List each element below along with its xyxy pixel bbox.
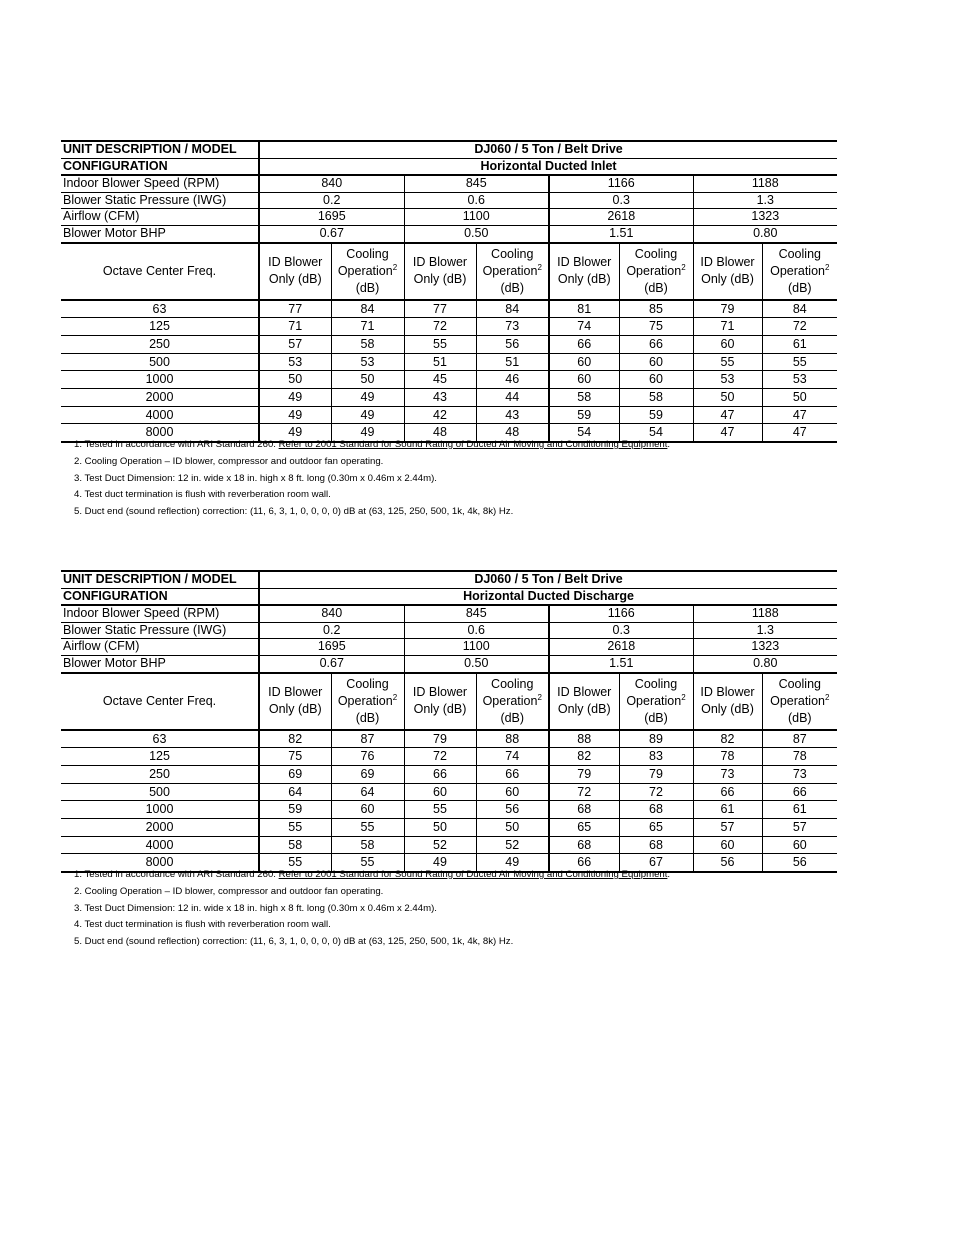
table-row bbox=[61, 300, 837, 318]
sound-level-value: 55 bbox=[259, 819, 331, 837]
airflow-row bbox=[61, 209, 837, 226]
sound-level-value: 79 bbox=[619, 765, 693, 783]
sound-level-value: 49 bbox=[259, 424, 331, 442]
note-2: 2. Cooling Operation – ID blower, compressor and outdoor fan operating. bbox=[74, 885, 384, 897]
sound-level-value: 43 bbox=[476, 406, 549, 424]
sound-level-value: 82 bbox=[693, 730, 762, 748]
sound-level-value: 61 bbox=[762, 801, 837, 819]
sound-level-value: 59 bbox=[259, 801, 331, 819]
blower-speed-value: 1166 bbox=[549, 175, 693, 192]
cooling-operation-header bbox=[762, 243, 837, 300]
model-row bbox=[61, 141, 837, 158]
sound-level-value: 49 bbox=[404, 854, 476, 872]
row-label-configuration: CONFIGURATION bbox=[61, 588, 259, 605]
sound-level-value: 47 bbox=[693, 406, 762, 424]
cooling-header-unit: (dB) bbox=[644, 710, 668, 725]
id-blower-header: ID Blower Only (dB) bbox=[693, 673, 762, 730]
sound-level-value: 56 bbox=[762, 854, 837, 872]
sound-level-value: 66 bbox=[762, 783, 837, 801]
row-label-airflow: Airflow (CFM) bbox=[61, 209, 259, 226]
sound-level-value: 68 bbox=[549, 801, 619, 819]
configuration-row bbox=[61, 588, 837, 605]
sound-level-value: 68 bbox=[619, 836, 693, 854]
sound-level-value: 60 bbox=[549, 353, 619, 371]
standard-reference: Refer to 2001 Standard for Sound Rating of Ducted Air Moving and Conditioning Equipment bbox=[278, 439, 668, 450]
sound-level-value: 58 bbox=[331, 836, 404, 854]
sound-level-value: 49 bbox=[331, 406, 404, 424]
column-header-row bbox=[61, 673, 837, 730]
cooling-header-text: Cooling Operation bbox=[337, 676, 393, 708]
blower-speed-row bbox=[61, 175, 837, 192]
sound-level-value: 43 bbox=[404, 389, 476, 407]
sound-level-value: 57 bbox=[762, 819, 837, 837]
note-5: 5. Duct end (sound reflection) correction: (11, 6, 3, 1, 0, 0, 0, 0) dB at (63, 125, 250, 500, 1k, 4k, 8k) Hz. bbox=[74, 936, 514, 948]
sound-level-value: 58 bbox=[331, 335, 404, 353]
octave-frequency: 250 bbox=[61, 765, 259, 783]
blower-speed-value: 845 bbox=[404, 605, 549, 622]
id-blower-header: ID Blower Only (dB) bbox=[549, 243, 619, 300]
sound-level-value: 57 bbox=[259, 335, 331, 353]
cooling-header-text: Cooling Operation bbox=[626, 676, 682, 708]
motor-bhp-value: 1.51 bbox=[549, 655, 693, 672]
sound-level-value: 84 bbox=[476, 300, 549, 318]
column-header-row bbox=[61, 243, 837, 300]
sound-level-value: 58 bbox=[619, 389, 693, 407]
motor-bhp-value: 1.51 bbox=[549, 225, 693, 242]
sound-level-value: 49 bbox=[476, 854, 549, 872]
cooling-header-text: Cooling Operation bbox=[482, 246, 538, 278]
airflow-value: 1695 bbox=[259, 209, 404, 226]
sound-level-value: 66 bbox=[476, 765, 549, 783]
sound-level-value: 60 bbox=[619, 353, 693, 371]
sound-level-value: 60 bbox=[693, 335, 762, 353]
cooling-operation-header bbox=[331, 243, 404, 300]
sound-table-discharge bbox=[61, 570, 837, 873]
airflow-value: 1323 bbox=[693, 209, 837, 226]
sound-level-value: 53 bbox=[693, 371, 762, 389]
note-3: 3. Test Duct Dimension: 12 in. wide x 18 in. high x 8 ft. long (0.30m x 0.46m x 2.44m). bbox=[74, 472, 437, 484]
sound-level-value: 73 bbox=[762, 765, 837, 783]
sound-level-value: 47 bbox=[762, 406, 837, 424]
sound-level-value: 42 bbox=[404, 406, 476, 424]
sound-level-value: 69 bbox=[259, 765, 331, 783]
octave-frequency: 125 bbox=[61, 748, 259, 766]
sound-table-inlet bbox=[61, 140, 837, 443]
sound-level-value: 74 bbox=[476, 748, 549, 766]
sound-level-value: 64 bbox=[259, 783, 331, 801]
sound-level-value: 71 bbox=[693, 318, 762, 336]
sound-level-value: 45 bbox=[404, 371, 476, 389]
model-value: DJ060 / 5 Ton / Belt Drive bbox=[259, 571, 837, 588]
sound-level-value: 64 bbox=[331, 783, 404, 801]
sound-level-value: 68 bbox=[619, 801, 693, 819]
sound-level-value: 72 bbox=[404, 748, 476, 766]
cooling-header-unit: (dB) bbox=[500, 710, 525, 725]
configuration-value: Horizontal Ducted Discharge bbox=[259, 588, 837, 605]
motor-bhp-row bbox=[61, 655, 837, 672]
motor-bhp-value: 0.80 bbox=[693, 655, 837, 672]
cooling-header-text: Cooling Operation bbox=[337, 246, 393, 278]
table-row bbox=[61, 765, 837, 783]
cooling-operation-header bbox=[331, 673, 404, 730]
sound-level-value: 74 bbox=[549, 318, 619, 336]
sound-level-value: 50 bbox=[693, 389, 762, 407]
blower-speed-value: 840 bbox=[259, 605, 404, 622]
sound-level-value: 50 bbox=[404, 819, 476, 837]
sound-level-value: 82 bbox=[549, 748, 619, 766]
octave-frequency: 63 bbox=[61, 300, 259, 318]
sound-level-value: 60 bbox=[476, 783, 549, 801]
sound-level-value: 56 bbox=[476, 335, 549, 353]
sound-level-value: 72 bbox=[549, 783, 619, 801]
sound-level-value: 66 bbox=[404, 765, 476, 783]
sound-level-value: 84 bbox=[331, 300, 404, 318]
sound-level-value: 75 bbox=[259, 748, 331, 766]
sound-level-value: 65 bbox=[549, 819, 619, 837]
octave-frequency: 500 bbox=[61, 783, 259, 801]
note-1-text: 1. Tested in accordance with ARI Standard 260. bbox=[74, 439, 279, 450]
sound-level-value: 84 bbox=[762, 300, 837, 318]
table-row bbox=[61, 730, 837, 748]
sound-level-value: 78 bbox=[762, 748, 837, 766]
sound-level-value: 55 bbox=[331, 854, 404, 872]
table-row bbox=[61, 819, 837, 837]
octave-frequency: 8000 bbox=[61, 854, 259, 872]
octave-frequency: 4000 bbox=[61, 406, 259, 424]
sound-level-value: 81 bbox=[549, 300, 619, 318]
octave-frequency: 1000 bbox=[61, 801, 259, 819]
id-blower-header: ID Blower Only (dB) bbox=[549, 673, 619, 730]
cooling-header-unit: (dB) bbox=[355, 710, 380, 725]
sound-level-value: 48 bbox=[476, 424, 549, 442]
table-row bbox=[61, 371, 837, 389]
sound-level-value: 72 bbox=[619, 783, 693, 801]
sound-level-value: 53 bbox=[331, 353, 404, 371]
row-label-static-pressure: Blower Static Pressure (IWG) bbox=[61, 192, 259, 209]
blower-speed-value: 840 bbox=[259, 175, 404, 192]
sound-level-value: 58 bbox=[259, 836, 331, 854]
footnote-marker: 2 bbox=[681, 692, 686, 702]
blower-speed-value: 1166 bbox=[549, 605, 693, 622]
sound-level-value: 89 bbox=[619, 730, 693, 748]
sound-level-value: 73 bbox=[693, 765, 762, 783]
sound-level-value: 53 bbox=[762, 371, 837, 389]
note-1 bbox=[74, 867, 670, 884]
sound-level-value: 79 bbox=[404, 730, 476, 748]
cooling-header-text: Cooling Operation bbox=[626, 246, 682, 278]
blower-speed-row bbox=[61, 605, 837, 622]
static-pressure-value: 0.6 bbox=[404, 622, 549, 639]
sound-level-value: 60 bbox=[762, 836, 837, 854]
sound-level-value: 56 bbox=[476, 801, 549, 819]
octave-frequency: 4000 bbox=[61, 836, 259, 854]
sound-level-value: 71 bbox=[331, 318, 404, 336]
airflow-value: 1695 bbox=[259, 639, 404, 656]
sound-level-value: 77 bbox=[404, 300, 476, 318]
sound-level-value: 54 bbox=[549, 424, 619, 442]
table-row bbox=[61, 801, 837, 819]
sound-level-value: 50 bbox=[476, 819, 549, 837]
airflow-value: 2618 bbox=[549, 639, 693, 656]
cooling-header-unit: (dB) bbox=[644, 280, 668, 295]
static-pressure-value: 1.3 bbox=[693, 622, 837, 639]
footnote-marker: 2 bbox=[825, 692, 830, 702]
row-label-motor-bhp: Blower Motor BHP bbox=[61, 225, 259, 242]
sound-level-value: 61 bbox=[762, 335, 837, 353]
sound-level-value: 66 bbox=[549, 335, 619, 353]
motor-bhp-value: 0.50 bbox=[404, 655, 549, 672]
sound-level-value: 53 bbox=[259, 353, 331, 371]
blower-speed-value: 845 bbox=[404, 175, 549, 192]
note-2: 2. Cooling Operation – ID blower, compressor and outdoor fan operating. bbox=[74, 455, 384, 467]
sound-level-value: 71 bbox=[259, 318, 331, 336]
octave-frequency: 2000 bbox=[61, 389, 259, 407]
footnote-marker: 2 bbox=[392, 692, 398, 702]
sound-level-value: 83 bbox=[619, 748, 693, 766]
sound-level-value: 59 bbox=[619, 406, 693, 424]
table-row bbox=[61, 335, 837, 353]
row-label-static-pressure: Blower Static Pressure (IWG) bbox=[61, 622, 259, 639]
sound-level-value: 68 bbox=[549, 836, 619, 854]
sound-level-value: 49 bbox=[259, 406, 331, 424]
note-5: 5. Duct end (sound reflection) correction: (11, 6, 3, 1, 0, 0, 0, 0) dB at (63, 125, 250, 500, 1k, 4k, 8k) Hz. bbox=[74, 506, 514, 518]
sound-level-value: 47 bbox=[693, 424, 762, 442]
footnote-marker: 2 bbox=[392, 262, 398, 272]
sound-level-value: 66 bbox=[693, 783, 762, 801]
sound-level-value: 60 bbox=[404, 783, 476, 801]
id-blower-header: ID Blower Only (dB) bbox=[259, 243, 331, 300]
sound-level-value: 67 bbox=[619, 854, 693, 872]
airflow-value: 1100 bbox=[404, 209, 549, 226]
sound-level-value: 55 bbox=[762, 353, 837, 371]
sound-level-value: 55 bbox=[404, 801, 476, 819]
motor-bhp-value: 0.67 bbox=[259, 225, 404, 242]
airflow-value: 2618 bbox=[549, 209, 693, 226]
sound-level-value: 66 bbox=[619, 335, 693, 353]
table-row bbox=[61, 318, 837, 336]
configuration-row bbox=[61, 158, 837, 175]
sound-level-value: 75 bbox=[619, 318, 693, 336]
octave-frequency: 2000 bbox=[61, 819, 259, 837]
sound-level-value: 73 bbox=[476, 318, 549, 336]
octave-frequency: 125 bbox=[61, 318, 259, 336]
static-pressure-row bbox=[61, 192, 837, 209]
motor-bhp-value: 0.50 bbox=[404, 225, 549, 242]
cooling-operation-header bbox=[762, 673, 837, 730]
note-3: 3. Test Duct Dimension: 12 in. wide x 18 in. high x 8 ft. long (0.30m x 0.46m x 2.44m). bbox=[74, 902, 437, 914]
sound-level-value: 72 bbox=[762, 318, 837, 336]
static-pressure-value: 0.2 bbox=[259, 192, 404, 209]
footnote-marker: 2 bbox=[681, 262, 686, 272]
sound-level-value: 87 bbox=[331, 730, 404, 748]
notes-inlet bbox=[74, 437, 670, 521]
airflow-value: 1100 bbox=[404, 639, 549, 656]
static-pressure-value: 0.2 bbox=[259, 622, 404, 639]
sound-level-value: 50 bbox=[762, 389, 837, 407]
cooling-header-unit: (dB) bbox=[787, 710, 812, 725]
row-label-model: UNIT DESCRIPTION / MODEL bbox=[61, 141, 259, 158]
sound-level-value: 55 bbox=[331, 819, 404, 837]
static-pressure-value: 0.3 bbox=[549, 622, 693, 639]
sound-level-value: 60 bbox=[331, 801, 404, 819]
standard-reference: Refer to 2001 Standard for Sound Rating of Ducted Air Moving and Conditioning Equipment bbox=[278, 869, 668, 880]
sound-level-value: 76 bbox=[331, 748, 404, 766]
table-row bbox=[61, 389, 837, 407]
static-pressure-row bbox=[61, 622, 837, 639]
static-pressure-value: 1.3 bbox=[693, 192, 837, 209]
sound-level-value: 85 bbox=[619, 300, 693, 318]
sound-level-value: 79 bbox=[549, 765, 619, 783]
cooling-header-unit: (dB) bbox=[500, 280, 525, 295]
cooling-operation-header bbox=[476, 243, 549, 300]
cooling-header-unit: (dB) bbox=[355, 280, 380, 295]
octave-frequency: 8000 bbox=[61, 424, 259, 442]
octave-frequency: 63 bbox=[61, 730, 259, 748]
sound-level-value: 60 bbox=[693, 836, 762, 854]
cooling-header-text: Cooling Operation bbox=[770, 246, 825, 278]
footnote-marker: 2 bbox=[825, 262, 830, 272]
table-row bbox=[61, 783, 837, 801]
sound-level-value: 58 bbox=[549, 389, 619, 407]
footnote-marker: 2 bbox=[537, 262, 542, 272]
sound-level-value: 46 bbox=[476, 371, 549, 389]
sound-level-value: 49 bbox=[331, 389, 404, 407]
table-row bbox=[61, 836, 837, 854]
footnote-marker: 2 bbox=[537, 692, 542, 702]
sound-level-value: 54 bbox=[619, 424, 693, 442]
id-blower-header: ID Blower Only (dB) bbox=[259, 673, 331, 730]
data-table bbox=[61, 140, 837, 443]
sound-level-value: 50 bbox=[259, 371, 331, 389]
row-label-blower-speed: Indoor Blower Speed (RPM) bbox=[61, 175, 259, 192]
sound-level-value: 55 bbox=[404, 335, 476, 353]
sound-level-value: 51 bbox=[476, 353, 549, 371]
row-label-model: UNIT DESCRIPTION / MODEL bbox=[61, 571, 259, 588]
airflow-row bbox=[61, 639, 837, 656]
static-pressure-value: 0.3 bbox=[549, 192, 693, 209]
cooling-header-unit: (dB) bbox=[787, 280, 812, 295]
note-1-suffix: . bbox=[667, 439, 671, 450]
id-blower-header: ID Blower Only (dB) bbox=[404, 673, 476, 730]
static-pressure-value: 0.6 bbox=[404, 192, 549, 209]
motor-bhp-value: 0.67 bbox=[259, 655, 404, 672]
sound-level-value: 44 bbox=[476, 389, 549, 407]
cooling-header-text: Cooling Operation bbox=[482, 676, 538, 708]
motor-bhp-value: 0.80 bbox=[693, 225, 837, 242]
model-row bbox=[61, 571, 837, 588]
cooling-header-text: Cooling Operation bbox=[770, 676, 825, 708]
blower-speed-value: 1188 bbox=[693, 175, 837, 192]
sound-level-value: 59 bbox=[549, 406, 619, 424]
sound-level-value: 57 bbox=[693, 819, 762, 837]
row-label-motor-bhp: Blower Motor BHP bbox=[61, 655, 259, 672]
octave-freq-header: Octave Center Freq. bbox=[61, 243, 259, 300]
note-1-text: 1. Tested in accordance with ARI Standard 260. bbox=[74, 869, 279, 880]
data-table bbox=[61, 570, 837, 873]
octave-frequency: 250 bbox=[61, 335, 259, 353]
sound-level-value: 49 bbox=[259, 389, 331, 407]
sound-level-value: 82 bbox=[259, 730, 331, 748]
sound-level-value: 60 bbox=[549, 371, 619, 389]
sound-level-value: 78 bbox=[693, 748, 762, 766]
table-row bbox=[61, 353, 837, 371]
motor-bhp-row bbox=[61, 225, 837, 242]
row-label-blower-speed: Indoor Blower Speed (RPM) bbox=[61, 605, 259, 622]
sound-level-value: 51 bbox=[404, 353, 476, 371]
sound-level-value: 66 bbox=[549, 854, 619, 872]
sound-level-value: 55 bbox=[259, 854, 331, 872]
id-blower-header: ID Blower Only (dB) bbox=[693, 243, 762, 300]
cooling-operation-header bbox=[619, 243, 693, 300]
row-label-configuration: CONFIGURATION bbox=[61, 158, 259, 175]
sound-level-value: 55 bbox=[693, 353, 762, 371]
octave-frequency: 1000 bbox=[61, 371, 259, 389]
table-row bbox=[61, 406, 837, 424]
id-blower-header: ID Blower Only (dB) bbox=[404, 243, 476, 300]
table-row bbox=[61, 748, 837, 766]
octave-frequency: 500 bbox=[61, 353, 259, 371]
sound-level-value: 60 bbox=[619, 371, 693, 389]
octave-freq-header: Octave Center Freq. bbox=[61, 673, 259, 730]
sound-level-value: 48 bbox=[404, 424, 476, 442]
configuration-value: Horizontal Ducted Inlet bbox=[259, 158, 837, 175]
cooling-operation-header bbox=[619, 673, 693, 730]
sound-level-value: 52 bbox=[404, 836, 476, 854]
cooling-operation-header bbox=[476, 673, 549, 730]
sound-level-value: 47 bbox=[762, 424, 837, 442]
sound-level-value: 88 bbox=[549, 730, 619, 748]
note-1-suffix: . bbox=[667, 869, 671, 880]
sound-level-value: 49 bbox=[331, 424, 404, 442]
sound-level-value: 88 bbox=[476, 730, 549, 748]
note-4: 4. Test duct termination is flush with reverberation room wall. bbox=[74, 919, 331, 931]
sound-level-value: 56 bbox=[693, 854, 762, 872]
sound-level-value: 72 bbox=[404, 318, 476, 336]
airflow-value: 1323 bbox=[693, 639, 837, 656]
sound-level-value: 61 bbox=[693, 801, 762, 819]
sound-level-value: 69 bbox=[331, 765, 404, 783]
sound-level-value: 52 bbox=[476, 836, 549, 854]
sound-level-value: 50 bbox=[331, 371, 404, 389]
sound-level-value: 87 bbox=[762, 730, 837, 748]
note-4: 4. Test duct termination is flush with reverberation room wall. bbox=[74, 489, 331, 501]
blower-speed-value: 1188 bbox=[693, 605, 837, 622]
sound-level-value: 79 bbox=[693, 300, 762, 318]
sound-level-value: 77 bbox=[259, 300, 331, 318]
model-value: DJ060 / 5 Ton / Belt Drive bbox=[259, 141, 837, 158]
notes-discharge bbox=[74, 867, 670, 951]
note-1 bbox=[74, 437, 670, 454]
sound-level-value: 65 bbox=[619, 819, 693, 837]
row-label-airflow: Airflow (CFM) bbox=[61, 639, 259, 656]
